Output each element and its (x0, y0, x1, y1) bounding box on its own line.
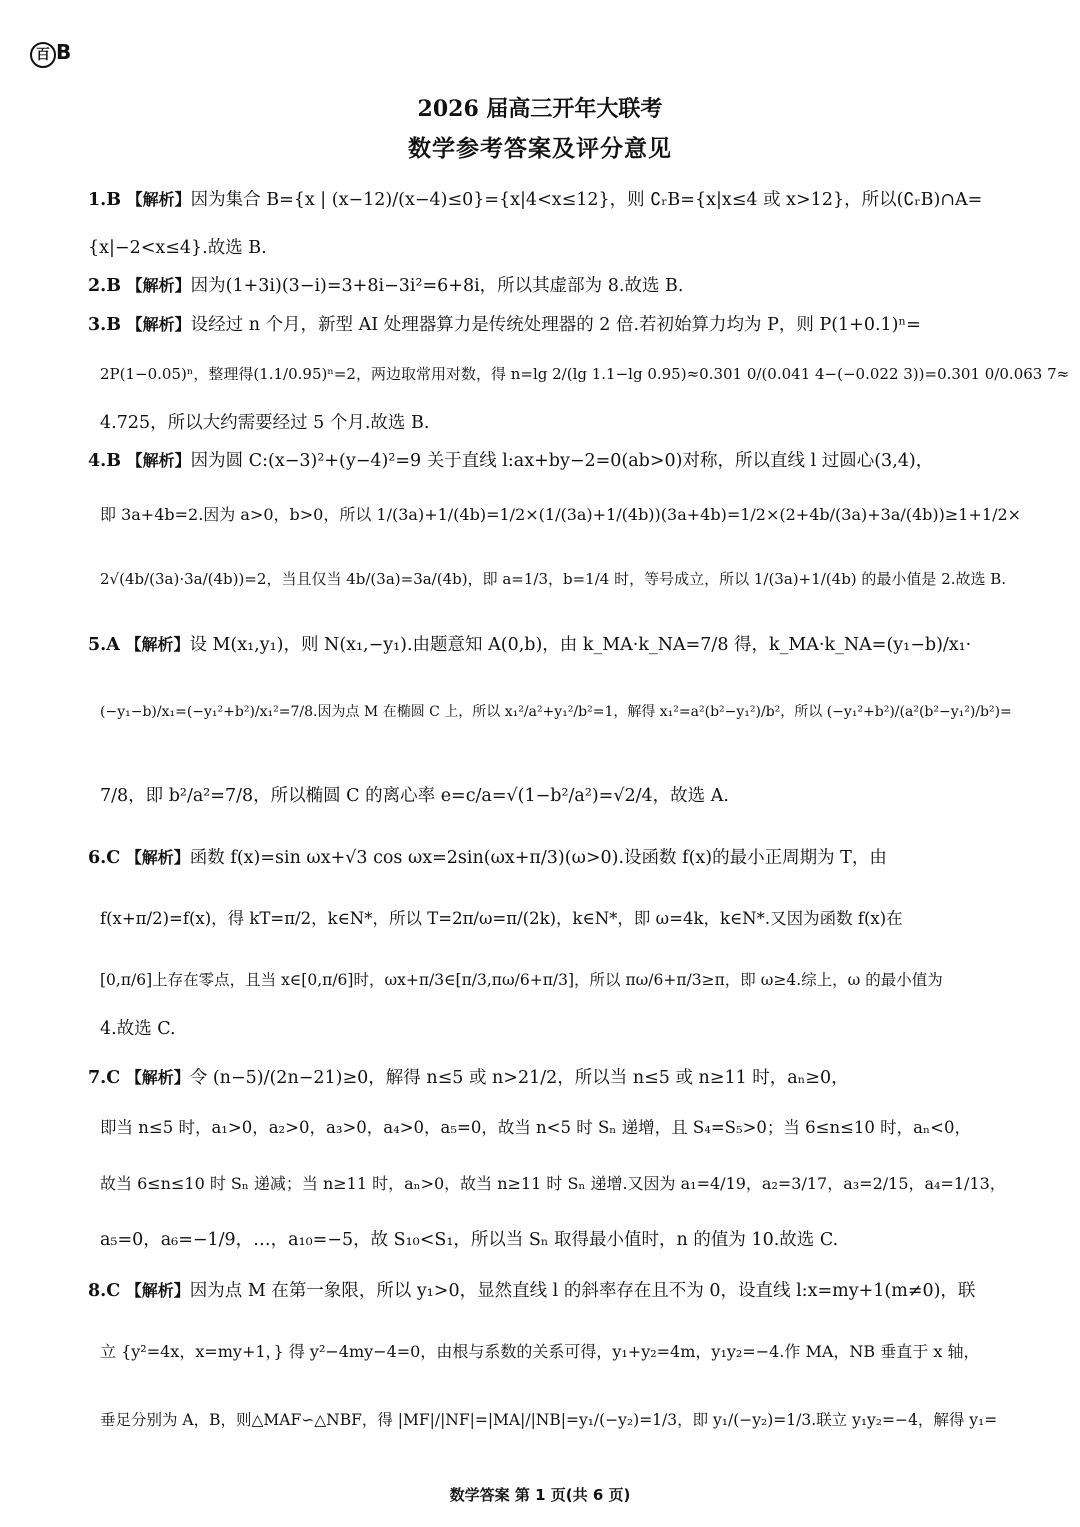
page-footer: 数学答案 第 1 页(共 6 页) (449, 1486, 631, 1504)
answer-6 (88, 846, 887, 870)
answer-text-line: 因为圆 C:(x−3)²+(y−4)²=9 关于直线 l:ax+by−2=0(ab>0)对称，所以直线 l 过圆心(3,4)， (190, 451, 934, 471)
answer-text-line: 令 (n−5)/(2n−21)≥0，解得 n≤5 或 n>21/2，所以当 n≤5 或 n≥11 时，aₙ≥0， (189, 1068, 849, 1088)
answer-text-line: 立 {y²=4x，x=my+1，} 得 y²−4my−4=0，由根与系数的关系可得，y₁+y₂=4m，y₁y₂=−4.作 MA，NB 垂直于 x 轴， (100, 1342, 980, 1361)
answer-text-line: 垂足分别为 A，B，则△MAF∽△NBF，得 |MF|/|NF|=|MA|/|NB|=y₁/(−y₂)=1/3，即 y₁/(−y₂)=1/3.联立 y₁y₂=−4，解得 y₁= (100, 1411, 998, 1429)
answer-key-title: 数学参考答案及评分意见 (408, 135, 672, 162)
answer-3 (88, 313, 921, 337)
logo-letter: B (56, 40, 72, 64)
answer-text-line: 因为点 M 在第一象限，所以 y₁>0，显然直线 l 的斜率存在且不为 0，设直线 l:x=my+1(m≠0)，联 (189, 1281, 976, 1301)
exam-title: 2026 届高三开年大联考 (417, 96, 663, 122)
answer-7 (88, 1066, 849, 1090)
analysis-tag: 【解析】 (126, 190, 191, 209)
answer-text-line: 7/8，即 b²/a²=7/8，所以椭圆 C 的离心率 e=c/a=√(1−b²/a²)=√2/4，故选 A. (100, 786, 729, 806)
analysis-tag: 【解析】 (126, 276, 191, 295)
question-number: 3.B (88, 315, 122, 335)
answer-text-line: 设 M(x₁,y₁)，则 N(x₁,−y₁).由题意知 A(0,b)，由 k_MA·k_NA=7/8 得，k_MA·k_NA=(y₁−b)/x₁· (189, 635, 972, 655)
question-number: 7.C (88, 1068, 121, 1088)
publisher-logo (30, 40, 71, 68)
answer-2 (88, 274, 683, 298)
question-number: 6.C (88, 848, 121, 868)
answer-4 (88, 449, 933, 473)
answer-text-line: 因为集合 B={x | (x−12)/(x−4)≤0}={x|4<x≤12}，则 ∁ᵣB={x|x≤4 或 x>12}，所以(∁ᵣB)∩A= (190, 190, 983, 210)
answer-text-line: 函数 f(x)=sin ωx+√3 cos ωx=2sin(ωx+π/3)(ω>0).设函数 f(x)的最小正周期为 T，由 (189, 848, 887, 868)
answer-text-line: (−y₁−b)/x₁=(−y₁²+b²)/x₁²=7/8.因为点 M 在椭圆 C 上，所以 x₁²/a²+y₁²/b²=1，解得 x₁²=a²(b²−y₁²)/b²，所以 (−y₁²+b²)/(a²(b²−y₁²)/b²)= (100, 704, 1012, 720)
analysis-tag: 【解析】 (126, 451, 191, 470)
logo-circle-mark: 百 (30, 42, 56, 68)
answer-text-line: [0,π/6]上存在零点，且当 x∈[0,π/6]时，ωx+π/3∈[π/3,πω/6+π/3]，所以 πω/6+π/3≥π，即 ω≥4.综上，ω 的最小值为 (100, 971, 943, 989)
answer-8 (88, 1279, 975, 1303)
answer-text-line: 因为(1+3i)(3−i)=3+8i−3i²=6+8i，所以其虚部为 8.故选 B. (190, 276, 684, 296)
answer-1 (88, 188, 982, 212)
answer-text-line: 设经过 n 个月，新型 AI 处理器算力是传统处理器的 2 倍.若初始算力均为 P，则 P(1+0.1)ⁿ= (190, 315, 921, 335)
answer-text-line: 故当 6≤n≤10 时 Sₙ 递减；当 n≥11 时，aₙ>0，故当 n≥11 时 Sₙ 递增.又因为 a₁=4/19，a₂=3/17，a₃=2/15，a₄=1/13， (100, 1174, 1006, 1193)
question-number: 4.B (88, 451, 122, 471)
answer-text-line: 即 3a+4b=2.因为 a>0，b>0，所以 1/(3a)+1/(4b)=1/2×(1/(3a)+1/(4b))(3a+4b)=1/2×(2+4b/(3a)+3a/(4b))≥1+1/2× (100, 505, 1022, 524)
answer-text-line: 4.故选 C. (100, 1019, 176, 1039)
answer-5 (88, 633, 971, 657)
question-number: 8.C (88, 1281, 121, 1301)
question-number: 2.B (88, 276, 122, 296)
question-number: 5.A (88, 635, 120, 655)
question-number: 1.B (88, 190, 122, 210)
analysis-tag: 【解析】 (125, 848, 190, 867)
answer-text-line: a₅=0，a₆=−1/9，…，a₁₀=−5，故 S₁₀<S₁，所以当 Sₙ 取得最小值时，n 的值为 10.故选 C. (100, 1230, 839, 1250)
answer-text-line: 2√(4b/(3a)·3a/(4b))=2，当且仅当 4b/(3a)=3a/(4b)，即 a=1/3，b=1/4 时，等号成立，所以 1/(3a)+1/(4b) 的最小值是 2.故选 B. (100, 570, 1007, 588)
answer-text-line: {x|−2<x≤4}.故选 B. (88, 238, 267, 258)
answer-text-line: 即当 n≤5 时，a₁>0，a₂>0，a₃>0，a₄>0，a₅=0，故当 n<5 时 Sₙ 递增，且 S₄=S₅>0；当 6≤n≤10 时，aₙ<0， (100, 1118, 971, 1137)
answer-text-line: 2P(1−0.05)ⁿ，整理得(1.1/0.95)ⁿ=2，两边取常用对数，得 n=lg 2/(lg 1.1−lg 0.95)≈0.301 0/(0.041 4−(−0.022 3))=0.301 0/0.063 7≈ (100, 365, 1070, 383)
answer-text-line: 4.725，所以大约需要经过 5 个月.故选 B. (100, 413, 430, 433)
analysis-tag: 【解析】 (125, 635, 190, 654)
answer-text-line: f(x+π/2)=f(x)，得 kT=π/2，k∈N*，所以 T=2π/ω=π/(2k)，k∈N*，即 ω=4k，k∈N*.又因为函数 f(x)在 (100, 909, 903, 928)
analysis-tag: 【解析】 (125, 1068, 190, 1087)
analysis-tag: 【解析】 (126, 315, 191, 334)
analysis-tag: 【解析】 (125, 1281, 190, 1300)
